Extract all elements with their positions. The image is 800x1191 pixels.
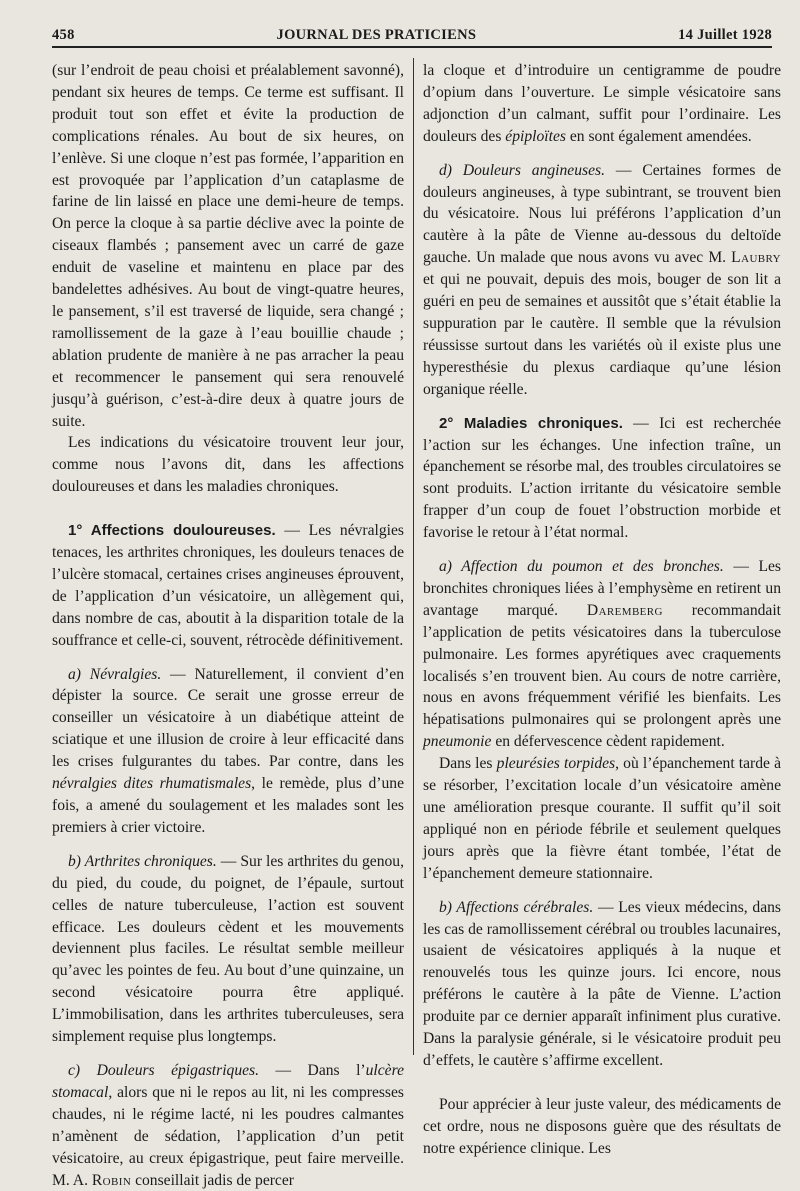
text-run: — Dans l’ [259, 1061, 366, 1079]
text-run: recommandait l’application de petits vésicatoires dans la tuberculose pulmonaire. Les formes apyrétiques avec craquements localisés s’en trouvent bien. Au cours de notre carrière, nous en avons fréquemment vérifié les bienfaits. Les hépatisations pulmonaires qui se prolongent après une [423, 601, 781, 729]
page-number: 458 [52, 27, 75, 43]
subsection-label: d) Douleurs angineuses. [439, 161, 605, 179]
emphasis: pleurésies torpides [496, 755, 616, 773]
section-text: — Les névralgies tenaces, les arthrites chroniques, les douleurs tenaces de l’ulcère stomacal, certaines crises angineuses éprouvent, de l’application d’un vésicatoire, un allègement qui, dans nombre de cas, aboutit à la disparition totale de la souffrance et celle-ci, souvent, rétrocède définitivement. [52, 522, 405, 649]
section-heading: 2° Maladies chroniques. [439, 414, 623, 432]
paragraph-conclusion: Pour apprécier à leur juste valeur, des médicaments de cet ordre, nous ne disposons guère que des résultats de notre expérience clinique. Les [423, 1095, 781, 1157]
subsection-label: a) Névralgies. [68, 665, 162, 683]
text-run: et qui ne pouvait, depuis des mois, bouger de son lit a guéri en peu de semaines et aussitôt que s’était établie la suppuration par le cautère. Il semble que la révulsion réussisse surtout dans les variétés où il existe plus une hyperesthésie du plexus cardiaque qu’une lésion organique réelle. [423, 271, 781, 398]
section-text: — Ici est recherchée l’action sur les échanges. Une infection traîne, un épanchement se résorbe mal, des troubles circulatoires se sont produits. L’action irritante du vésicatoire semble frapper d’un coup de fouet l’obstruction morbide et favorise le retour à l’état normal. [423, 414, 781, 542]
subsection-label: b) Affections cérébrales. [439, 898, 594, 916]
text-run: en défervescence cèdent rapidement. [491, 733, 725, 751]
subsection-douleurs-angineuses [423, 160, 781, 401]
subsection-affections-cerebrales [423, 897, 781, 1072]
section-heading: 1° Affections douloureuses. [68, 522, 276, 540]
text-run: — Naturellement, il convient d’en dépister la source. Ce serait une grosse erreur de conseiller un vésicatoire à un diabétique atteint de sciatique et une illusion de croire à leur efficacité dans les crises fulgurantes du tabes. Par contre, dans les [52, 665, 404, 771]
running-header [52, 18, 772, 44]
section-maladies-chroniques [423, 413, 781, 544]
emphasis: pneumonie [423, 733, 492, 751]
subsection-douleurs-epigastriques [52, 1060, 404, 1191]
text-run: , le remède, plus d’une fois, a amené du soulagement et les malades sont les premiers à crier victoire. [52, 775, 405, 836]
person-name: Laubry [731, 249, 781, 267]
text-run: — Les bronchites chroniques liées à l’emphysème en retirent un avantage marqué. [423, 558, 782, 619]
text-run: , où l’épanchement tarde à se résorber, l’excitation locale d’un vésicatoire amène une amélioration presque courante. Il suffit qu’il soit appliqué non en période fébrile et seulement quelques jours après que la fièvre étant tombée, l’état de l’épanchement demeure stationnaire. [423, 755, 782, 882]
text-run: — Sur les arthrites du genou, du pied, du coude, du poignet, de l’épaule, surtout celles de nature tuberculeuse, l’action est souvent efficace. Les douleurs cèdent et les mouvements deviennent plus faciles. Le résultat semble meilleur qu’avec les pointes de feu. Au bout d’une quinzaine, un second vésicatoire pourra être appliqué. L’immobilisation, dans les arthrites tuberculeuses, sera simplement requise plus longtemps. [52, 852, 404, 1046]
emphasis: ulcère stomacal [52, 1061, 404, 1101]
column-divider [413, 58, 414, 1055]
section-affections-douloureuses [52, 520, 404, 651]
subsection-arthrites [52, 851, 404, 1048]
header-rule [52, 46, 772, 48]
text-run: la cloque et d’introduire un centigramme de poudre d’opium dans l’ouverture. Le simple vésicatoire sans adjonction d’un calmant, suffit pour l’ordinaire. Les douleurs des [423, 62, 781, 145]
issue-date: 14 Juillet 1928 [678, 27, 772, 43]
right-column [423, 60, 781, 1160]
paragraph: Les indications du vésicatoire trouvent leur jour, comme nous l’avons dit, dans les affections douloureuses et dans les maladies chroniques. [52, 434, 404, 496]
left-column [52, 60, 404, 1191]
text-run: Dans les [439, 755, 497, 773]
paragraph [423, 60, 781, 148]
paragraph: (sur l’endroit de peau choisi et préalablement savonné), pendant six heures de temps. Ce terme est suffisant. Il produit tout son effet et évite la production de complications rénales. Au bout de six heures, on l’enlève. Si une cloque n’est pas formée, l’apparition en est provoquée par l’application d’un cataplasme de farine de lin laissé en place une demi-heure de temps. On perce la cloque à sa partie déclive avec la pointe de ciseaux flambés ; pansement avec un carré de gaze enduit de vaseline et maintenu en place par des bandelettes adhésives. Au bout de vingt-quatre heures, le pansement, s’il est traversé de liquide, sera changé ; ramollissement de la gaze à l’eau bouillie chaude ; ablation prudente de manière à ne pas arracher la peau et recommencer le pansement qui sera renouvelé jusqu’à guérison, c’est-à-dire deux à quatre jours de suite. [52, 62, 404, 430]
person-name: Daremberg [586, 601, 663, 619]
text-run: — Certaines formes de douleurs angineuses, à type subintrant, se trouvent bien du vésicatoire. Nous lui préférons l’application d’un cautère à la pâte de Vienne au-dessous du deltoïde gauche. Un malade que nous avons vu avec M. [423, 161, 781, 267]
subsection-label: a) Affection du poumon et des bronches. [439, 558, 724, 576]
emphasis: névralgies dites rhumatismales [52, 775, 252, 793]
emphasis: épiploïtes [505, 127, 566, 145]
text-run: — Les vieux médecins, dans les cas de ramollissement cérébral ou troubles lacunaires, usaient de vésicatoires appliqués à la nuque et renouvelés tous les quinze jours. Ici encore, nous préférons le cautère à la pâte de Vienne. L’action produite par ce dernier apparaît infiniment plus curative. Dans la paralysie générale, si le vésicatoire produit peu d’effets, le cautère s’affirme excellent. [423, 898, 781, 1069]
paragraph-pleuresies [423, 753, 781, 884]
subsection-label: b) Arthrites chroniques. [68, 852, 217, 870]
journal-title: JOURNAL DES PRATICIENS [276, 27, 477, 43]
subsection-poumon-bronches [423, 556, 781, 753]
text-run: , alors que ni le repos au lit, ni les compresses chaudes, ni le régime lacté, ni les poudres calmantes n’amènent de sédation, l’application d’un petit vésicatoire, au creux épigastrique, peut faire merveille. M. A. [52, 1083, 404, 1189]
text-run: en sont également amendées. [565, 127, 752, 145]
text-run: conseillait jadis de percer [131, 1171, 294, 1189]
subsection-label: c) Douleurs épigastriques. [68, 1061, 260, 1079]
person-name: Robin [91, 1171, 132, 1189]
subsection-nevralgies [52, 664, 404, 839]
